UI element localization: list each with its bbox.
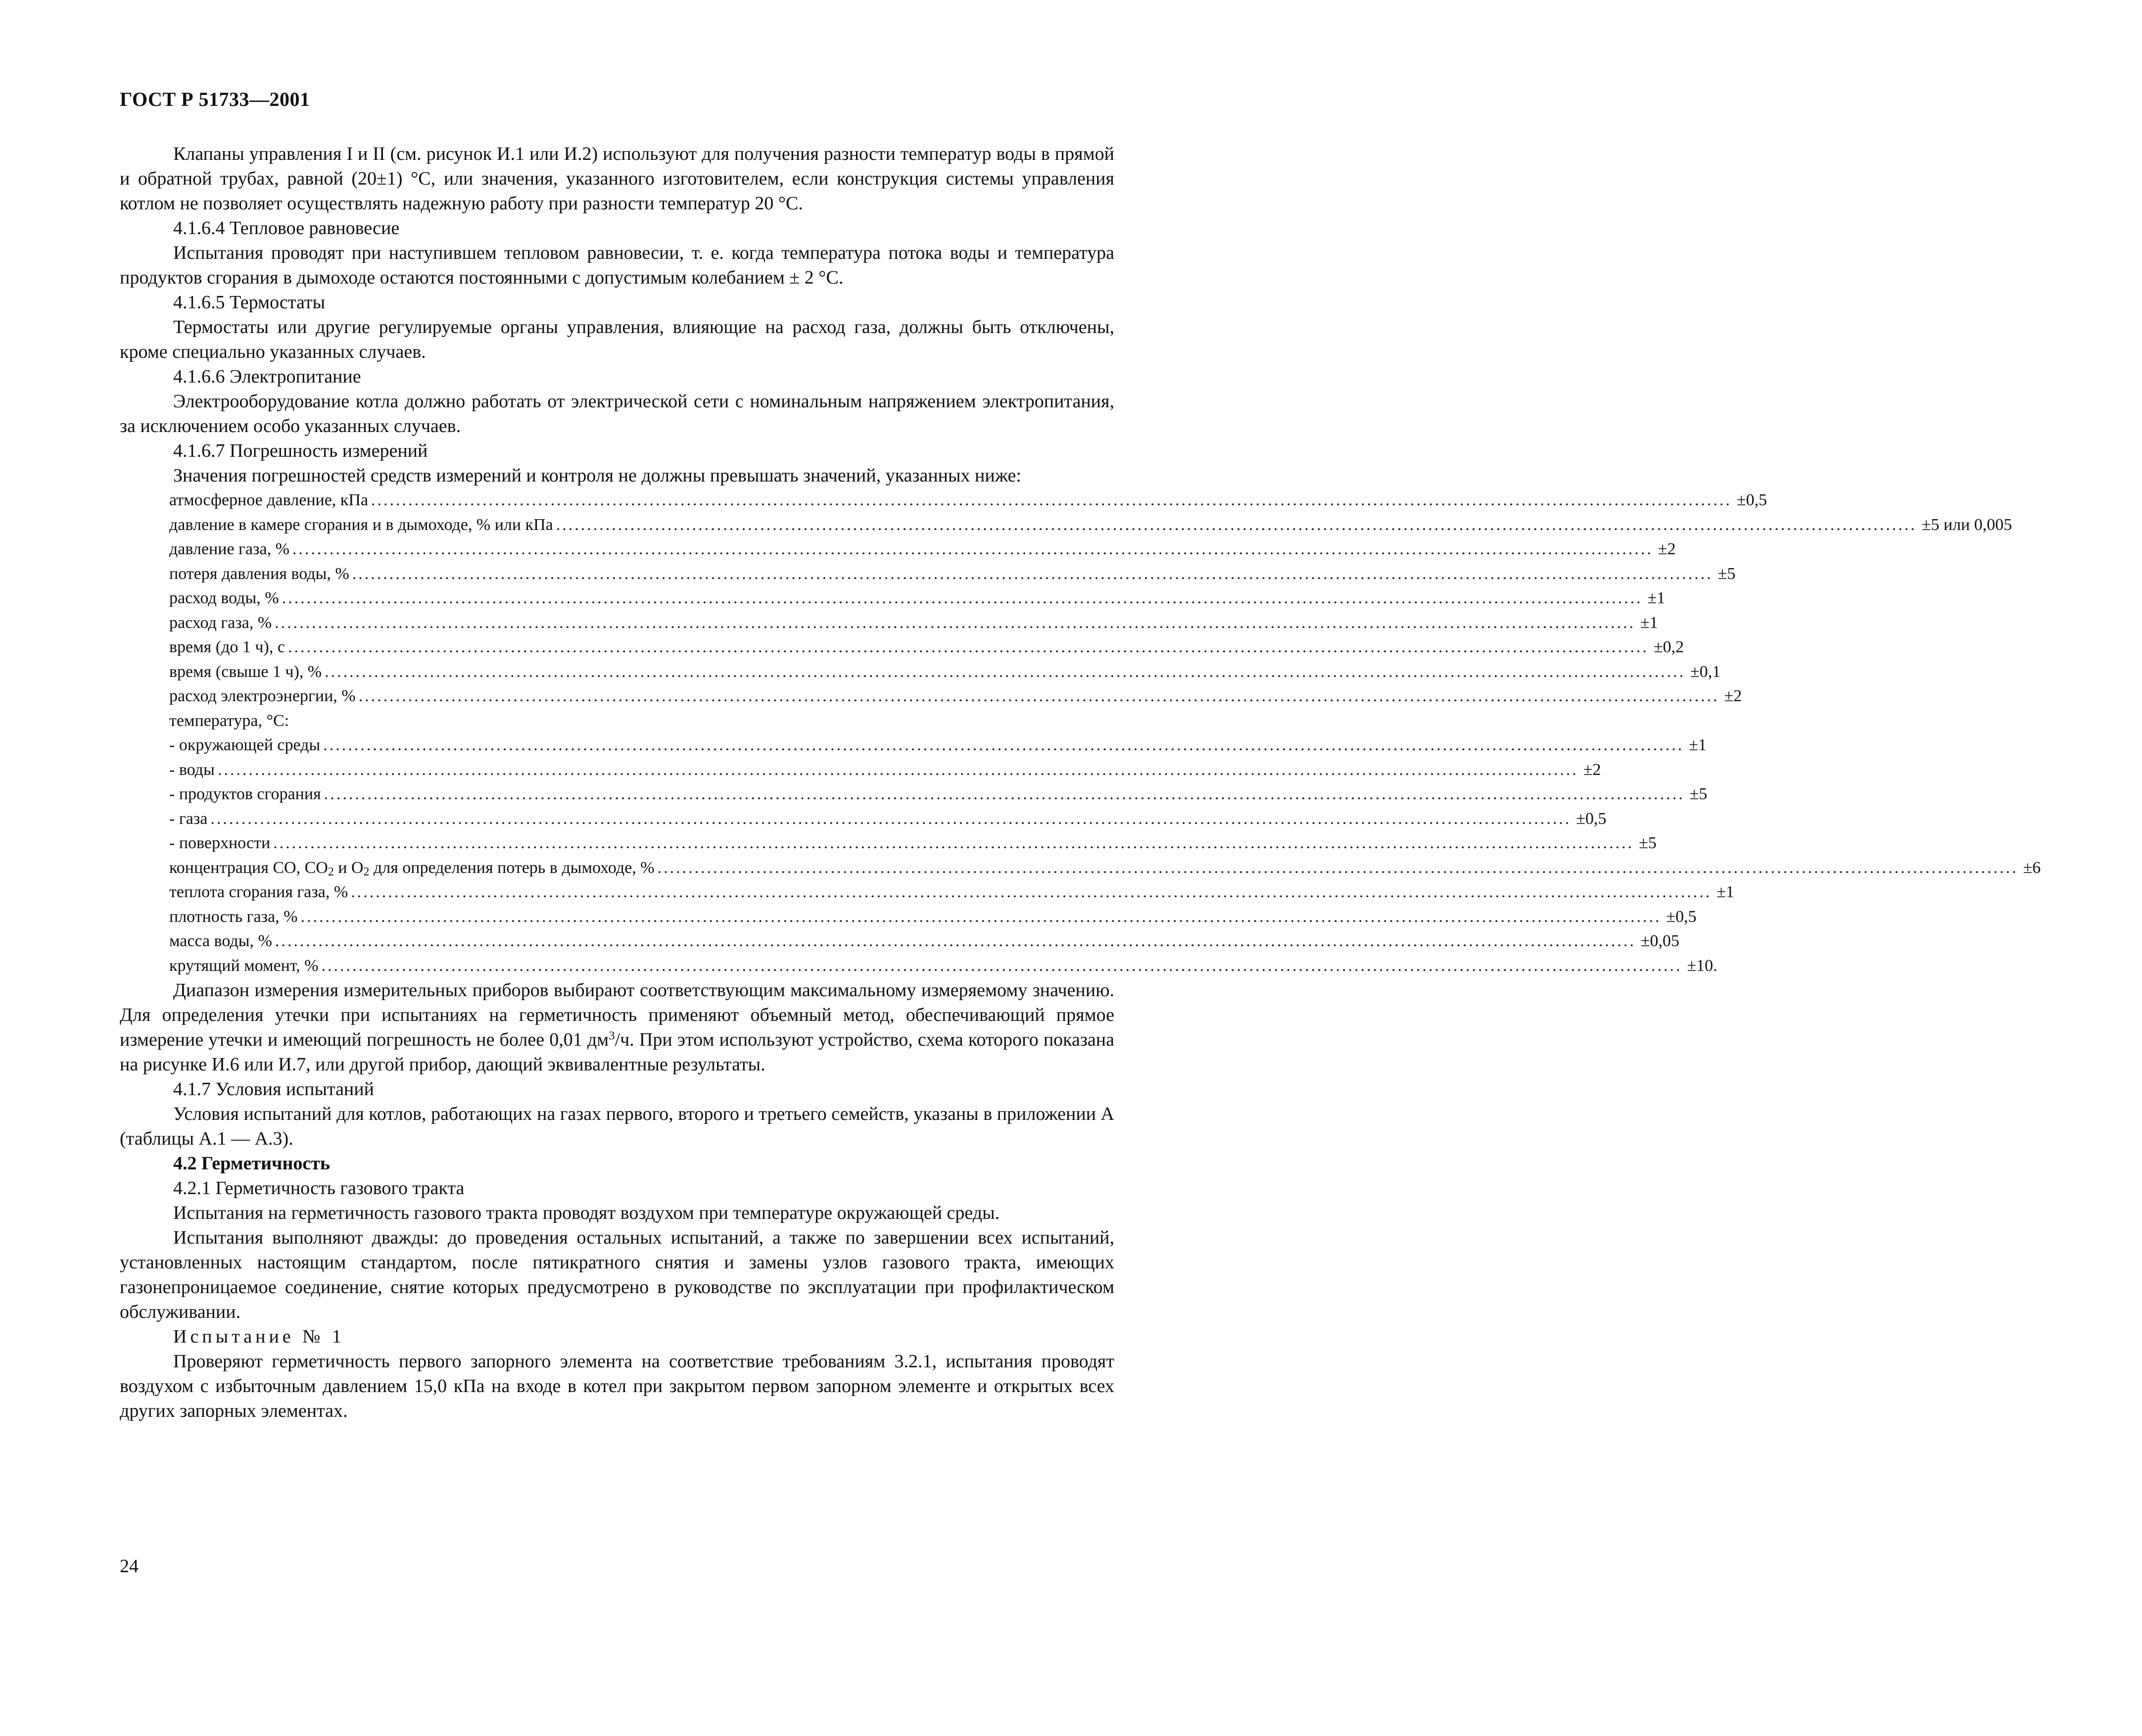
- item-value: ±5 или 0,005: [1921, 515, 2012, 534]
- item-value: ±1: [1647, 589, 1666, 607]
- item-label: потеря давления воды, %: [169, 564, 349, 583]
- item-label: расход газа, %: [169, 613, 272, 632]
- section-421-text-2: Испытания выполняют дважды: до проведения остальных испытаний, а также по завершении всех испытаний, установленных настоящим стандартом, после пятикратного снятия и замены узлов газового тракта, имеющих газонепроницаемое соединение, снятие которых предусмотрено в руководстве по эксплуатации при профилактическом обслуживании.: [120, 1227, 1114, 1322]
- item-value: ±2: [1658, 540, 1676, 558]
- temperature-label-row: [169, 709, 1117, 733]
- section-417-heading: 4.1.7 Условия испытаний: [173, 1079, 374, 1100]
- item-value: ±0,1: [1690, 662, 1721, 681]
- concentration-label: [169, 856, 655, 880]
- leader-dots: ............................................................................................................................................................................................................................: [282, 589, 1643, 607]
- list-item: [169, 513, 2012, 537]
- leader-dots: ............................................................................................................................................................................................................................: [275, 932, 1636, 950]
- item-value: ±2: [1583, 760, 1601, 779]
- item-label: плотность газа, %: [169, 907, 298, 926]
- list-item: [169, 684, 1742, 709]
- list-item: [169, 782, 1708, 807]
- leader-dots: ............................................................................................................................................................................................................................: [352, 564, 1713, 583]
- leader-dots: ............................................................................................................................................................................................................................: [323, 736, 1684, 754]
- item-value: ±0,2: [1653, 638, 1684, 656]
- list-item: [169, 635, 1684, 660]
- list-item: [169, 954, 1717, 978]
- item-value: ±5: [1717, 564, 1736, 583]
- document-body: [120, 142, 2041, 1423]
- item-label: - продуктов сгорания: [169, 785, 321, 803]
- item-label: - газа: [169, 809, 208, 828]
- concentration-text-2: и O: [333, 858, 364, 877]
- list-item: [169, 562, 1736, 586]
- section-421-text-1: Испытания на герметичность газового тракта проводят воздухом при температуре окружающей среды.: [173, 1203, 1000, 1223]
- item-value: ±0,5: [1736, 491, 1767, 509]
- section-4164-text: Испытания проводят при наступившем тепловом равновесии, т. е. когда температура потока воды и температура продуктов сгорания в дымоходе остаются постоянными с допустимым колебанием ± 2 °С.: [120, 242, 1114, 288]
- item-label: - поверхности: [169, 834, 271, 852]
- section-42-heading: 4.2 Герметичность: [173, 1153, 330, 1174]
- test-1-heading: Испытание № 1: [173, 1326, 345, 1347]
- range-paragraph: [120, 978, 1114, 1077]
- item-value: ±1: [1689, 736, 1707, 754]
- item-label: - окружающей среды: [169, 736, 321, 754]
- section-4166-text: Электрооборудование котла должно работать от электрической сети с номинальным напряжением электропитания, за исключением особо указанных случаев.: [120, 391, 1114, 436]
- section-421-heading: 4.2.1 Герметичность газового тракта: [173, 1178, 465, 1199]
- test-1-text: Проверяют герметичность первого запорного элемента на соответствие требованиям 3.2.1, испытания проводят воздухом с избыточным давлением 15,0 кПа на входе в котел при закрытом первом запорном элементе и открытых всех других запорных элементах.: [120, 1351, 1114, 1421]
- section-417-text: Условия испытаний для котлов, работающих на газах первого, второго и третьего семейств, указаны в приложении А (таблицы А.1 — А.3).: [120, 1104, 1114, 1149]
- item-label: давление в камере сгорания и в дымоходе, % или кПа: [169, 515, 553, 534]
- page-number: 24: [120, 1556, 139, 1577]
- leader-dots: ............................................................................................................................................................................................................................: [292, 540, 1653, 558]
- leader-dots: ............................................................................................................................................................................................................................: [371, 491, 1732, 509]
- list-item: [169, 733, 1707, 758]
- item-label: - воды: [169, 760, 215, 779]
- section-4165-text: Термостаты или другие регулируемые органы управления, влияющие на расход газа, должны быть отключены, кроме специально указанных случаев.: [120, 317, 1114, 362]
- item-value: ±5: [1689, 785, 1708, 803]
- item-value: ±2: [1724, 687, 1742, 705]
- concentration-text-1: концентрация CO, CO: [169, 858, 328, 877]
- range-text-2: /ч. При этом используют устройство, схема которого показана на рисунке И.6 или И.7, или другой прибор, дающий эквивалентные результаты.: [120, 1029, 1114, 1075]
- temperature-label: температура, °С:: [169, 711, 289, 730]
- leader-dots: ............................................................................................................................................................................................................................: [325, 662, 1686, 681]
- leader-dots: ............................................................................................................................................................................................................................: [657, 858, 2018, 877]
- leader-dots: ............................................................................................................................................................................................................................: [351, 883, 1712, 901]
- list-item: [169, 807, 1607, 831]
- section-4166-heading: 4.1.6.6 Электропитание: [173, 366, 361, 387]
- item-label: теплота сгорания газа, %: [169, 883, 348, 901]
- item-label: время (до 1 ч), с: [169, 638, 285, 656]
- leader-dots: ............................................................................................................................................................................................................................: [556, 515, 1917, 534]
- leader-dots: ............................................................................................................................................................................................................................: [300, 907, 1662, 926]
- list-item: [169, 831, 1657, 856]
- leader-dots: ............................................................................................................................................................................................................................: [217, 760, 1578, 779]
- document-id-header: ГОСТ Р 51733—2001: [120, 88, 310, 110]
- item-value: ±1: [1716, 883, 1734, 901]
- item-label: давление газа, %: [169, 540, 289, 558]
- item-value: ±5: [1639, 834, 1657, 852]
- leader-dots: ............................................................................................................................................................................................................................: [324, 785, 1685, 803]
- list-item: [169, 660, 1721, 684]
- item-value: ±0,5: [1666, 907, 1697, 926]
- item-label: расход электроэнергии, %: [169, 687, 356, 705]
- list-item: [169, 537, 1676, 562]
- leader-dots: ............................................................................................................................................................................................................................: [210, 809, 1571, 828]
- item-label: крутящий момент, %: [169, 956, 319, 975]
- subscript: 2: [328, 865, 334, 878]
- measurement-error-list: [169, 488, 2041, 978]
- intro-paragraph: Клапаны управления I и II (см. рисунок И.1 или И.2) используют для получения разности температур воды в прямой и обратной трубах, равной (20±1) °С, или значения, указанного изготовителем, если конструкция системы управления котлом не позволяет осуществлять надежную работу при разности температур 20 °С.: [120, 144, 1114, 214]
- range-text-1: Диапазон измерения измерительных приборов выбирают соответствующим максимальному измеряемому значению. Для определения утечки при испытаниях на герметичность применяют объемный метод, обеспечивающий прямое измерение утечки и имеющий погрешность не более 0,01 дм: [120, 980, 1114, 1050]
- item-label: время (свыше 1 ч), %: [169, 662, 322, 681]
- concentration-text-3: для определения потерь в дымоходе, %: [369, 858, 655, 877]
- list-item: [169, 905, 1697, 929]
- section-4167-text: Значения погрешностей средств измерений и контроля не должны превышать значений, указанных ниже:: [173, 465, 1021, 486]
- leader-dots: ............................................................................................................................................................................................................................: [273, 834, 1634, 852]
- leader-dots: ............................................................................................................................................................................................................................: [275, 613, 1636, 632]
- list-item: [169, 929, 1680, 954]
- list-item: [169, 586, 1666, 611]
- item-label: атмосферное давление, кПа: [169, 491, 368, 509]
- list-item: [169, 488, 1767, 513]
- subscript: 2: [363, 865, 370, 878]
- list-item: [169, 880, 1734, 905]
- leader-dots: ............................................................................................................................................................................................................................: [287, 638, 1649, 656]
- item-value: ±0,5: [1576, 809, 1607, 828]
- item-label: масса воды, %: [169, 932, 272, 950]
- section-4164-heading: 4.1.6.4 Тепловое равновесие: [173, 218, 400, 239]
- list-item: [169, 611, 1658, 635]
- item-value: ±10.: [1687, 956, 1717, 975]
- leader-dots: ............................................................................................................................................................................................................................: [358, 687, 1719, 705]
- item-value: ±6: [2023, 858, 2041, 877]
- section-4167-heading: 4.1.6.7 Погрешность измерений: [173, 440, 428, 461]
- section-4165-heading: 4.1.6.5 Термостаты: [173, 292, 326, 313]
- list-item: [169, 758, 1601, 782]
- item-label: расход воды, %: [169, 589, 279, 607]
- superscript: 3: [609, 1029, 615, 1043]
- list-item: [169, 856, 2041, 880]
- item-value: ±0,05: [1640, 932, 1680, 950]
- leader-dots: ............................................................................................................................................................................................................................: [321, 956, 1682, 975]
- item-value: ±1: [1640, 613, 1658, 632]
